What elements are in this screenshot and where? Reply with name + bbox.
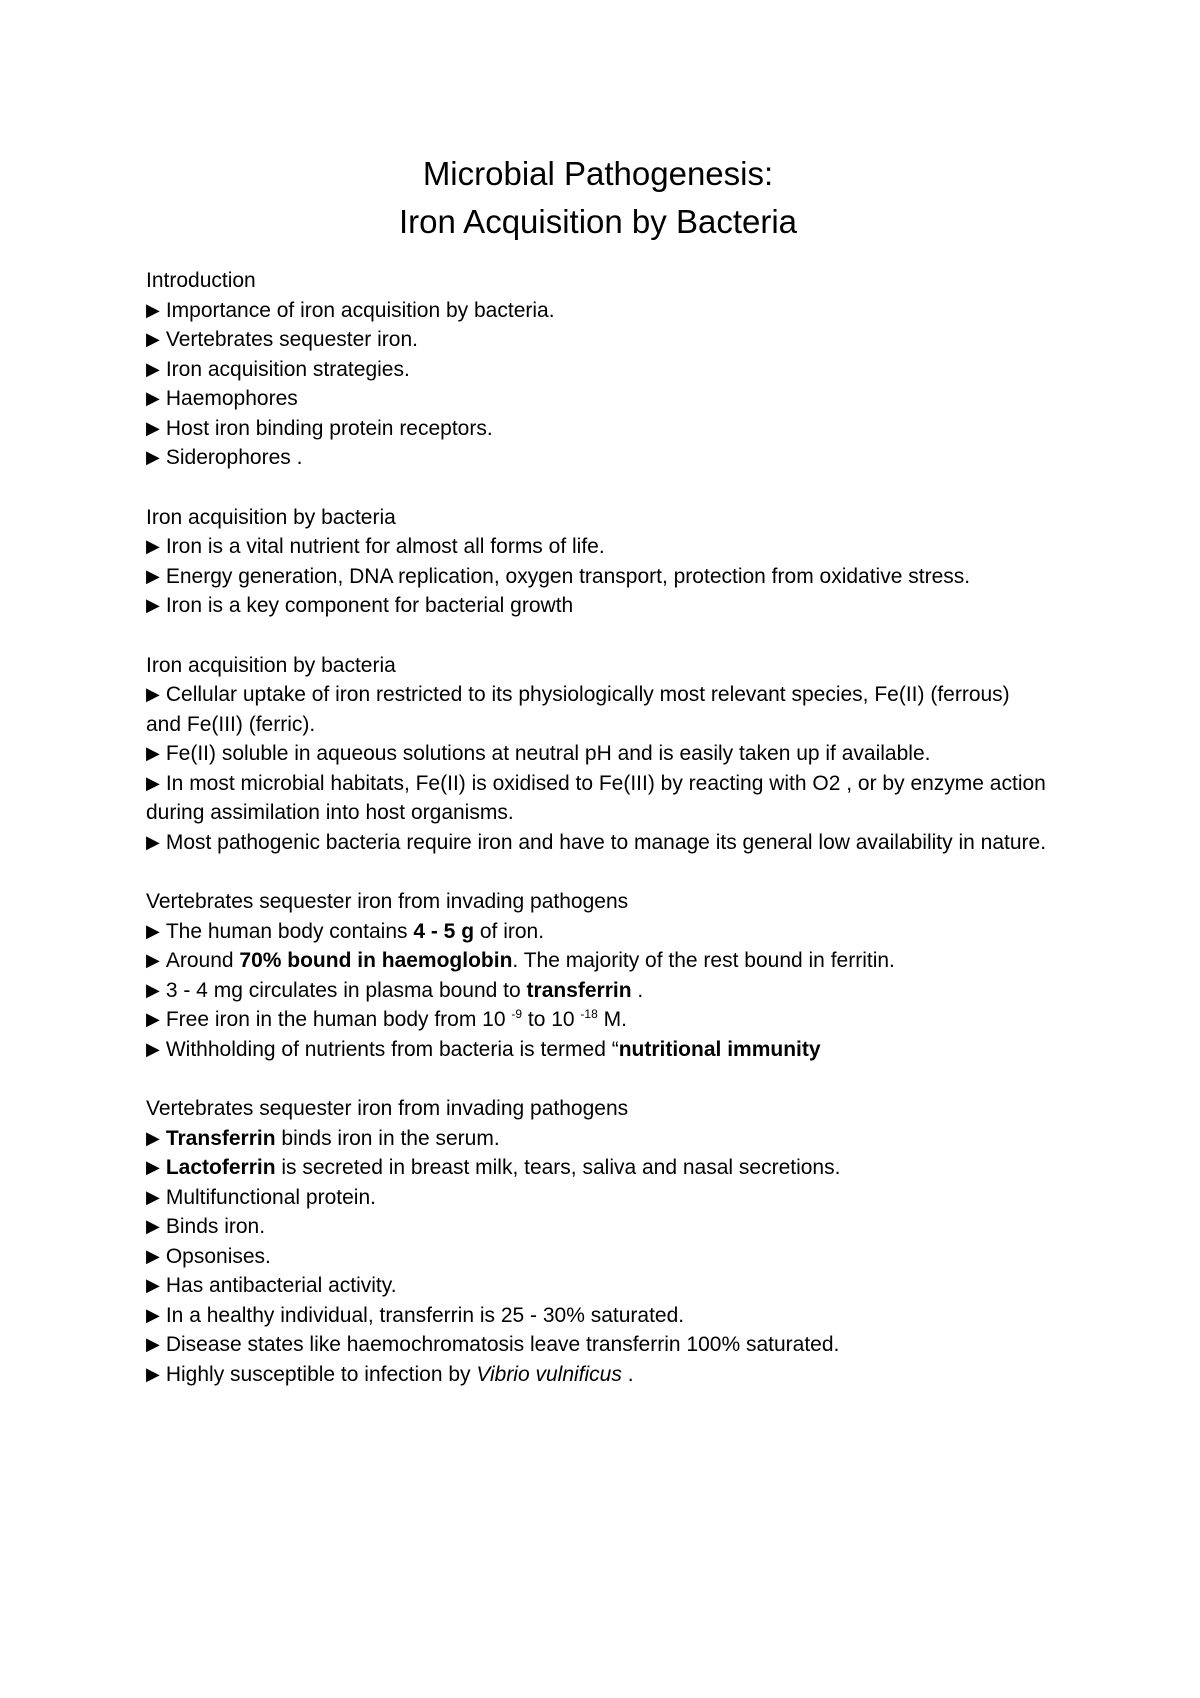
triangle-bullet-icon: ▶ bbox=[146, 772, 160, 793]
text-run: Disease states like haemochromatosis leave transferrin 100% saturated. bbox=[165, 1333, 840, 1356]
text-run: Host iron binding protein receptors. bbox=[165, 416, 493, 440]
text-run: Lactoferrin bbox=[165, 1156, 276, 1179]
section-heading: Vertebrates sequester iron from invading pathogens bbox=[146, 1097, 629, 1120]
section bbox=[146, 503, 1050, 621]
bullet-item bbox=[146, 532, 1050, 562]
bullet-list bbox=[146, 532, 1050, 621]
triangle-bullet-icon: ▶ bbox=[146, 536, 160, 556]
section bbox=[146, 887, 1050, 1064]
bullet-item bbox=[146, 1035, 1050, 1065]
text-run: Transferrin bbox=[165, 1126, 276, 1150]
text-run: Withholding of nutrients from bacteria is termed “ bbox=[165, 1037, 619, 1061]
text-run: Iron is a key component for bacterial growth bbox=[165, 594, 574, 617]
text-run: The human body contains bbox=[165, 919, 414, 943]
triangle-bullet-icon: ▶ bbox=[146, 743, 160, 763]
triangle-bullet-icon: ▶ bbox=[146, 979, 160, 1000]
text-run: to 10 bbox=[522, 1008, 581, 1031]
text-run: . bbox=[631, 978, 644, 1002]
text-run: 70% bound in haemoglobin bbox=[239, 949, 513, 972]
text-run: Vertebrates sequester iron. bbox=[165, 328, 418, 351]
text-run: Binds iron. bbox=[165, 1215, 266, 1238]
text-run: -18 bbox=[580, 1007, 598, 1021]
text-run: . bbox=[621, 1362, 634, 1386]
text-run: M. bbox=[597, 1008, 627, 1031]
text-run: Energy generation, DNA replication, oxygen transport, protection from oxidative stress. bbox=[165, 564, 971, 588]
bullet-item bbox=[146, 1242, 1050, 1272]
text-run: Opsonises. bbox=[165, 1244, 271, 1268]
text-run: In a healthy individual, transferrin is 25 - 30% saturated. bbox=[165, 1303, 685, 1327]
triangle-bullet-icon: ▶ bbox=[146, 1216, 160, 1236]
bullet-list bbox=[146, 680, 1050, 857]
text-run: Has antibacterial activity. bbox=[165, 1274, 397, 1297]
title-line-2: Iron Acquisition by Bacteria bbox=[398, 203, 798, 240]
section-heading: Introduction bbox=[146, 269, 256, 292]
section-heading: Vertebrates sequester iron from invading pathogens bbox=[146, 890, 629, 913]
triangle-bullet-icon: ▶ bbox=[146, 1363, 160, 1384]
bullet-item bbox=[146, 1301, 1050, 1331]
triangle-bullet-icon: ▶ bbox=[146, 1038, 160, 1059]
bullet-item bbox=[146, 1183, 1050, 1213]
bullet-item bbox=[146, 1153, 1050, 1183]
triangle-bullet-icon: ▶ bbox=[146, 920, 160, 941]
triangle-bullet-icon: ▶ bbox=[146, 329, 160, 349]
text-run: Highly susceptible to infection by bbox=[165, 1362, 477, 1386]
bullet-item bbox=[146, 946, 1050, 976]
text-run: 3 - 4 mg circulates in plasma bound to bbox=[165, 978, 527, 1002]
triangle-bullet-icon: ▶ bbox=[146, 1157, 160, 1177]
title-line-1: Microbial Pathogenesis: bbox=[422, 155, 774, 192]
bullet-item bbox=[146, 384, 1050, 414]
text-run: -9 bbox=[511, 1007, 523, 1021]
triangle-bullet-icon: ▶ bbox=[146, 1275, 160, 1295]
bullet-item bbox=[146, 1124, 1050, 1154]
triangle-bullet-icon: ▶ bbox=[146, 1186, 160, 1207]
triangle-bullet-icon: ▶ bbox=[146, 358, 160, 379]
bullet-item bbox=[146, 739, 1050, 769]
text-run: Haemophores bbox=[165, 387, 298, 410]
triangle-bullet-icon: ▶ bbox=[146, 950, 160, 970]
triangle-bullet-icon: ▶ bbox=[146, 684, 160, 704]
section bbox=[146, 651, 1050, 858]
triangle-bullet-icon: ▶ bbox=[146, 1334, 160, 1354]
text-run: is secreted in breast milk, tears, saliva and nasal secretions. bbox=[275, 1156, 841, 1179]
bullet-item bbox=[146, 1005, 1050, 1035]
bullet-item bbox=[146, 769, 1050, 828]
triangle-bullet-icon: ▶ bbox=[146, 388, 160, 408]
bullet-list bbox=[146, 296, 1050, 473]
text-run: Importance of iron acquisition by bacteria. bbox=[165, 298, 555, 322]
text-run: Vibrio vulnificus bbox=[476, 1362, 622, 1386]
bullet-list bbox=[146, 1124, 1050, 1390]
bullet-item bbox=[146, 680, 1050, 739]
triangle-bullet-icon: ▶ bbox=[146, 831, 160, 852]
bullet-item bbox=[146, 1330, 1050, 1360]
text-run: Iron is a vital nutrient for almost all forms of life. bbox=[165, 535, 605, 558]
text-run: Around bbox=[165, 949, 240, 972]
text-run: binds iron in the serum. bbox=[275, 1126, 500, 1150]
text-run: Fe(II) soluble in aqueous solutions at neutral pH and is easily taken up if available. bbox=[165, 742, 931, 765]
bullet-item bbox=[146, 414, 1050, 444]
document-body bbox=[146, 266, 1050, 1389]
bullet-item bbox=[146, 828, 1050, 858]
text-run: In most microbial habitats, Fe(II) is oxidised to Fe(III) by reacting with O2 , or by enzyme action during assimilation into host organisms. bbox=[146, 771, 1046, 824]
text-run: Siderophores . bbox=[165, 446, 303, 469]
triangle-bullet-icon: ▶ bbox=[146, 1304, 160, 1325]
triangle-bullet-icon: ▶ bbox=[146, 1245, 160, 1266]
section-heading: Iron acquisition by bacteria bbox=[146, 505, 396, 529]
bullet-item bbox=[146, 1360, 1050, 1390]
text-run: Iron acquisition strategies. bbox=[165, 357, 410, 381]
triangle-bullet-icon: ▶ bbox=[146, 447, 160, 467]
bullet-item bbox=[146, 1212, 1050, 1242]
text-run: . The majority of the rest bound in ferritin. bbox=[512, 949, 895, 972]
triangle-bullet-icon: ▶ bbox=[146, 1009, 160, 1029]
text-run: 4 - 5 g bbox=[413, 919, 475, 943]
bullet-item bbox=[146, 917, 1050, 947]
bullet-item bbox=[146, 591, 1050, 621]
bullet-item bbox=[146, 562, 1050, 592]
triangle-bullet-icon: ▶ bbox=[146, 417, 160, 438]
bullet-list bbox=[146, 917, 1050, 1065]
bullet-item bbox=[146, 1271, 1050, 1301]
text-run: Multifunctional protein. bbox=[165, 1185, 376, 1209]
text-run: Free iron in the human body from 10 bbox=[165, 1008, 512, 1031]
bullet-item bbox=[146, 325, 1050, 355]
triangle-bullet-icon: ▶ bbox=[146, 1127, 160, 1148]
section bbox=[146, 266, 1050, 473]
text-run: Most pathogenic bacteria require iron and have to manage its general low availability in nature. bbox=[165, 830, 1047, 854]
triangle-bullet-icon: ▶ bbox=[146, 595, 160, 615]
triangle-bullet-icon: ▶ bbox=[146, 299, 160, 320]
bullet-item bbox=[146, 443, 1050, 473]
text-run: Cellular uptake of iron restricted to its physiologically most relevant species, Fe(II) (ferrous) and Fe(III) (ferric). bbox=[146, 683, 1010, 736]
bullet-item bbox=[146, 355, 1050, 385]
document-title bbox=[146, 150, 1050, 246]
text-run: of iron. bbox=[474, 919, 545, 943]
triangle-bullet-icon: ▶ bbox=[146, 565, 160, 586]
text-run: transferrin bbox=[526, 978, 632, 1002]
section bbox=[146, 1094, 1050, 1389]
bullet-item bbox=[146, 296, 1050, 326]
bullet-item bbox=[146, 976, 1050, 1006]
text-run: nutritional immunity bbox=[618, 1037, 821, 1061]
section-heading: Iron acquisition by bacteria bbox=[146, 653, 396, 677]
